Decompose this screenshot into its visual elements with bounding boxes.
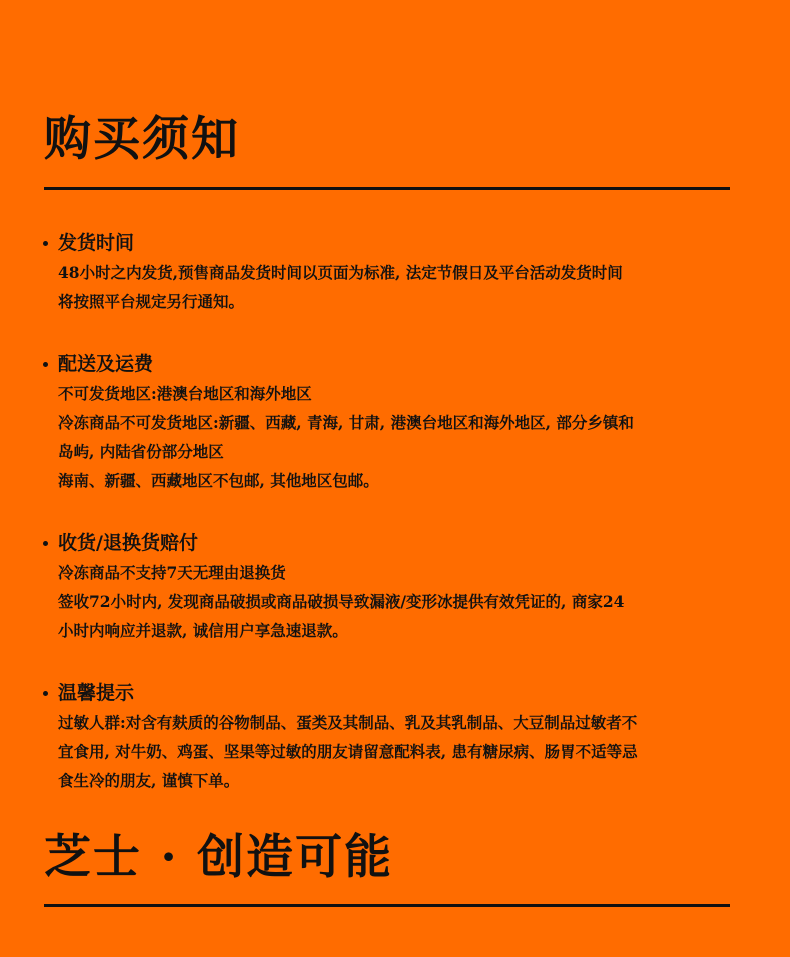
section-delivery-fees	[40, 349, 740, 495]
bullet-icon	[43, 362, 48, 367]
section-header	[40, 349, 740, 379]
section-line: 小时内响应并退款, 诚信用户享急速退款。	[58, 621, 348, 640]
section-shipping-time	[40, 228, 740, 316]
title-divider	[44, 187, 730, 190]
bullet-icon	[43, 691, 48, 696]
section-body	[40, 258, 740, 316]
section-line: 海南、新疆、西藏地区不包邮, 其他地区包邮。	[58, 471, 379, 490]
slogan-title: 芝士 · 创造可能	[44, 830, 394, 885]
section-tips	[40, 678, 740, 795]
section-body	[40, 379, 740, 495]
bullet-icon	[43, 241, 48, 246]
section-body	[40, 708, 740, 795]
section-header	[40, 528, 740, 558]
section-body	[40, 558, 740, 645]
section-header	[40, 228, 740, 258]
section-line: 岛屿, 内陆省份部分地区	[58, 442, 224, 461]
section-line: 将按照平台规定另行通知。	[58, 292, 245, 311]
section-line: 不可发货地区:港澳台地区和海外地区	[58, 384, 312, 403]
section-title: 收货/退换货赔付	[58, 532, 198, 554]
section-title: 温馨提示	[58, 682, 135, 704]
bullet-icon	[43, 541, 48, 546]
slogan-divider	[44, 904, 730, 907]
section-line: 过敏人群:对含有麸质的谷物制品、蛋类及其制品、乳及其乳制品、大豆制品过敏者不	[58, 713, 638, 732]
section-header	[40, 678, 740, 708]
section-returns	[40, 528, 740, 645]
section-line: 冷冻商品不支持7天无理由退换货	[58, 563, 286, 582]
page-title: 购买须知	[44, 112, 240, 167]
section-line: 冷冻商品不可发货地区:新疆、西藏, 青海, 甘肃, 港澳台地区和海外地区, 部分乡镇和	[58, 413, 634, 432]
section-line: 签收72小时内, 发现商品破损或商品破损导致漏液/变形冰提供有效凭证的, 商家24	[58, 592, 625, 611]
section-line: 宜食用, 对牛奶、鸡蛋、坚果等过敏的朋友请留意配料表, 患有糖尿病、肠胃不适等忌	[58, 742, 638, 761]
section-line: 食生冷的朋友, 谨慎下单。	[58, 771, 240, 790]
notice-sections	[40, 228, 740, 828]
section-title: 发货时间	[58, 232, 135, 254]
section-title: 配送及运费	[58, 353, 154, 375]
section-line: 48小时之内发货,预售商品发货时间以页面为标准, 法定节假日及平台活动发货时间	[58, 263, 623, 282]
